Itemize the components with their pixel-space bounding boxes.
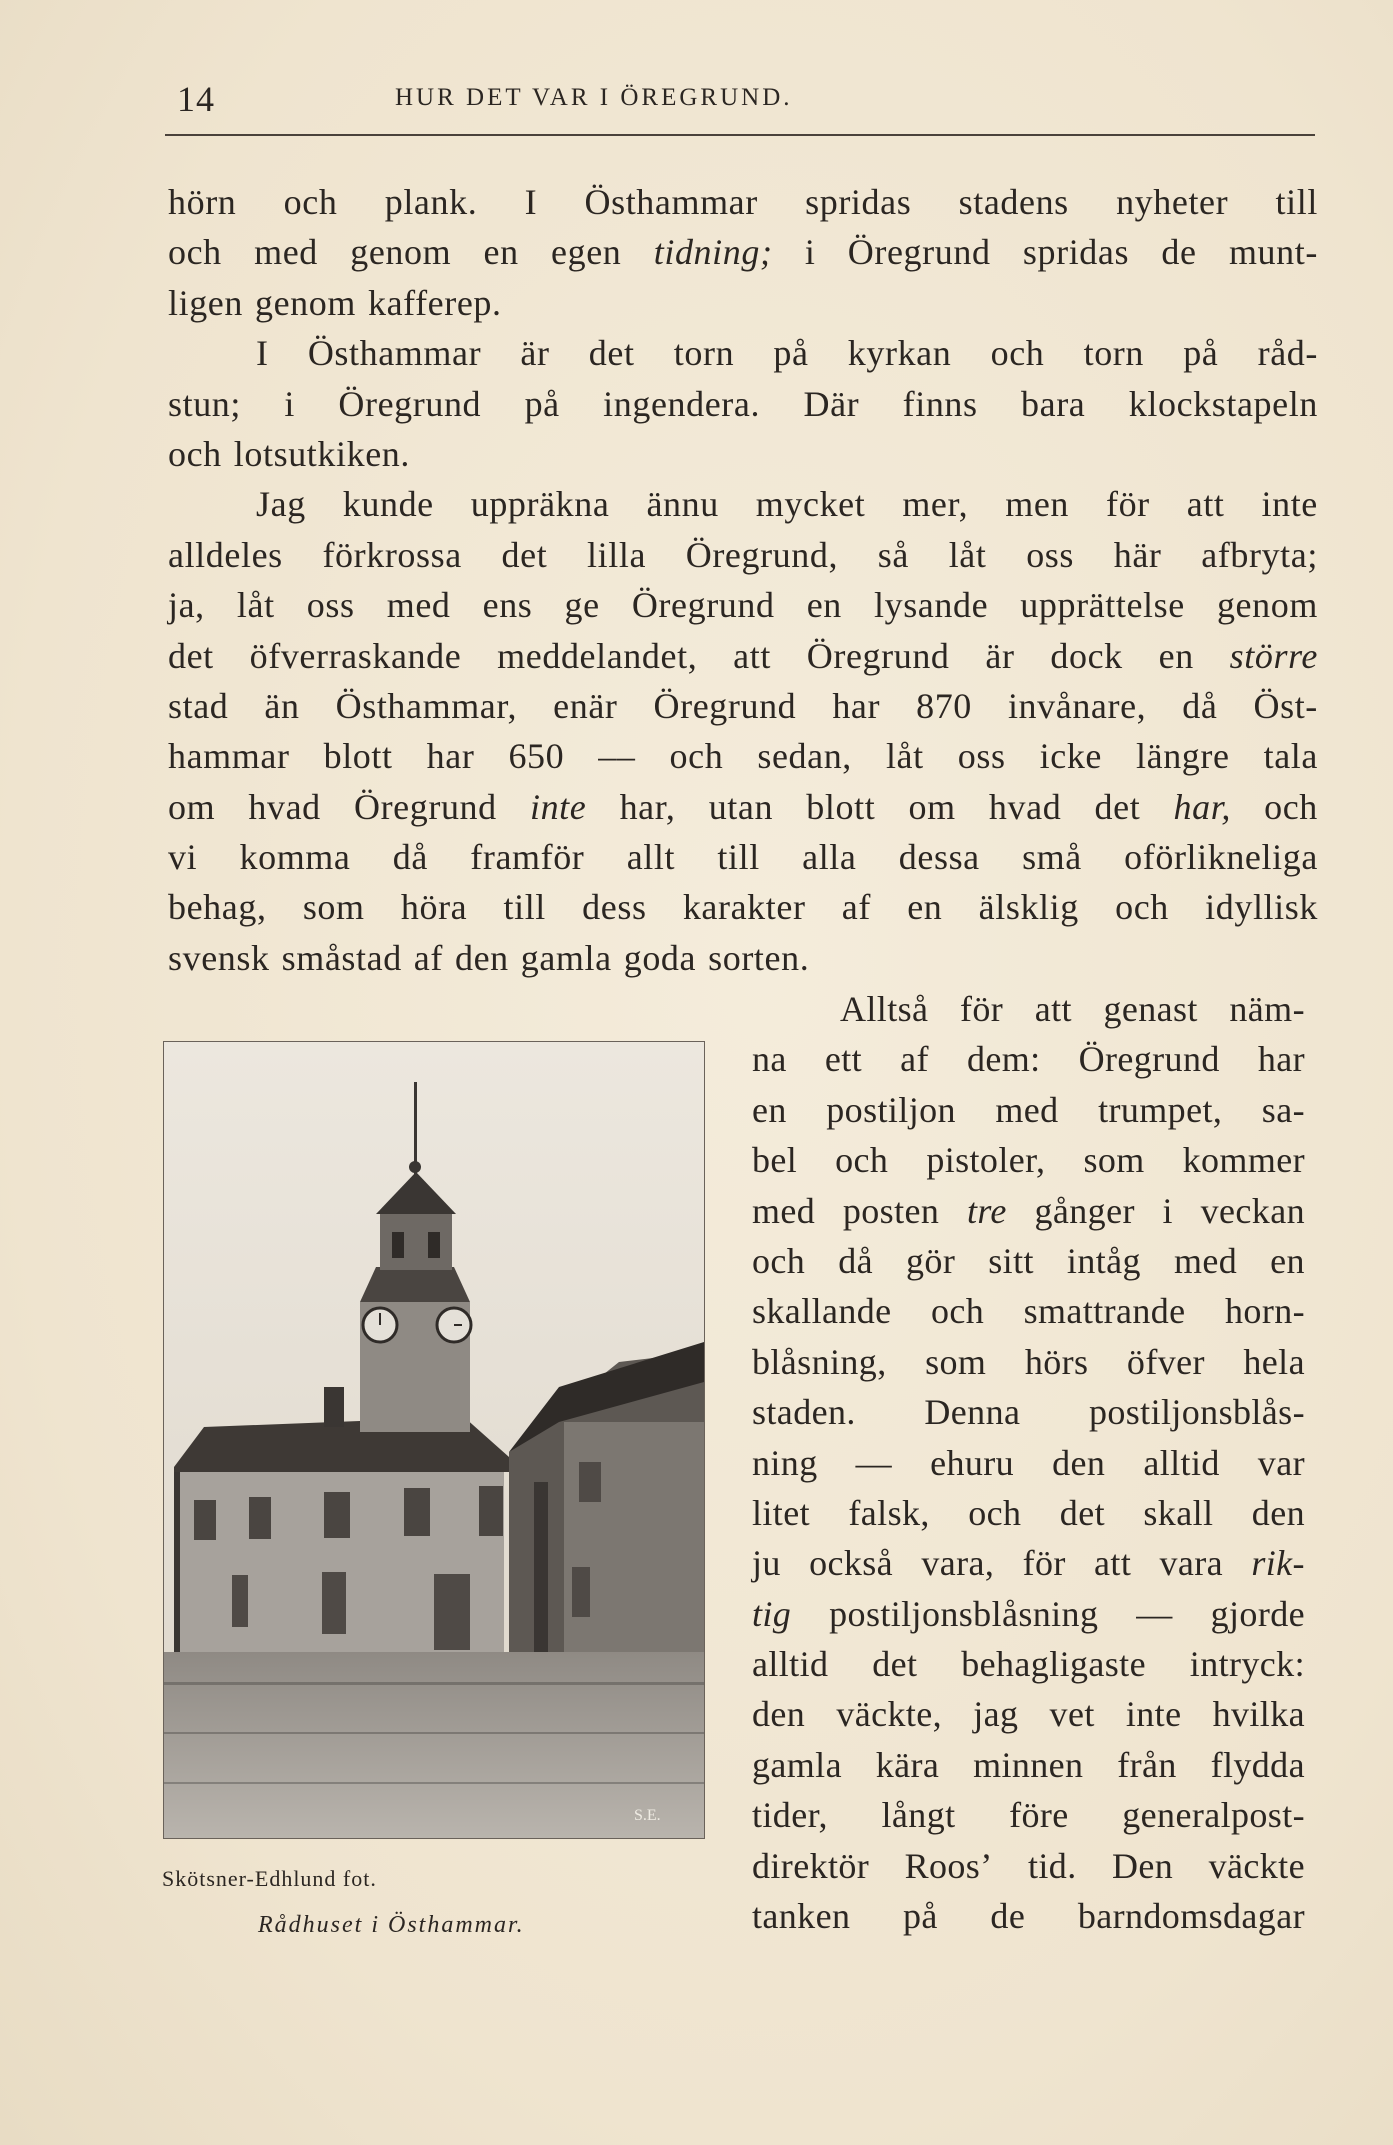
text-line: det öfverraskande meddelandet, att Öregrund är dock en större bbox=[168, 635, 1318, 676]
page-number: 14 bbox=[177, 79, 215, 119]
text-line: hammar blott har 650 –– och sedan, låt oss icke längre tala bbox=[168, 736, 1318, 777]
column-text bbox=[752, 984, 1305, 1941]
text-line: I Östhammar är det torn på kyrkan och torn på råd- bbox=[256, 333, 1318, 374]
text-line: alldeles förkrossa det lilla Öregrund, så låt oss här afbryta; bbox=[168, 534, 1318, 575]
text-line: bel och pistoler, som kommer bbox=[752, 1140, 1305, 1181]
text-line: behag, som höra till dess karakter af en älsklig och idyllisk bbox=[168, 887, 1318, 928]
text-line: litet falsk, och det skall den bbox=[752, 1492, 1305, 1533]
text-line: stun; i Öregrund på ingendera. Där finns bara klockstapeln bbox=[168, 383, 1318, 424]
text-line: gamla kära minnen från flydda bbox=[752, 1744, 1305, 1785]
text-line: tig postiljonsblåsning — gjorde bbox=[752, 1593, 1305, 1634]
header-rule bbox=[165, 134, 1315, 136]
text-line: tider, långt före generalpost- bbox=[752, 1795, 1305, 1836]
text-line: en postiljon med trumpet, sa- bbox=[752, 1089, 1305, 1130]
text-line: och då gör sitt intåg med en bbox=[752, 1240, 1305, 1281]
text-line: skallande och smattrande horn- bbox=[752, 1291, 1305, 1332]
text-line: Jag kunde uppräkna ännu mycket mer, men för att inte bbox=[256, 484, 1318, 525]
text-line: med posten tre gånger i veckan bbox=[752, 1190, 1305, 1231]
town-hall-illustration bbox=[164, 1042, 704, 1838]
text-line: tanken på de barndomsdagar bbox=[752, 1896, 1305, 1937]
text-line: om hvad Öregrund inte har, utan blott om hvad det har, och bbox=[168, 786, 1318, 827]
text-line: blåsning, som hörs öfver hela bbox=[752, 1341, 1305, 1382]
text-line: direktör Roos’ tid. Den väckte bbox=[752, 1845, 1305, 1886]
text-line: den väckte, jag vet inte hvilka bbox=[752, 1694, 1305, 1735]
text-line: ju också vara, för att vara rik- bbox=[752, 1543, 1305, 1584]
photo-caption: Rådhuset i Östhammar. bbox=[258, 1912, 525, 1938]
text-line: na ett af dem: Öregrund har bbox=[752, 1039, 1305, 1080]
town-hall-photograph bbox=[163, 1041, 705, 1839]
running-head: HUR DET VAR I ÖREGRUND. bbox=[395, 84, 793, 111]
page-header bbox=[165, 78, 1315, 118]
text-line: alltid det behagligaste intryck: bbox=[752, 1644, 1305, 1685]
text-line: och med genom en egen tidning; i Öregrund spridas de munt- bbox=[168, 232, 1318, 273]
photo-credit: Skötsner-Edhlund fot. bbox=[162, 1866, 377, 1891]
text-line: ja, låt oss med ens ge Öregrund en lysande upprättelse genom bbox=[168, 585, 1318, 626]
text-line: ligen genom kafferep. bbox=[168, 282, 502, 323]
text-line: ning — ehuru den alltid var bbox=[752, 1442, 1305, 1483]
svg-text:S.E.: S.E. bbox=[634, 1807, 661, 1824]
text-line: vi komma då framför allt till alla dessa små oförlikneliga bbox=[168, 837, 1318, 878]
text-line: hörn och plank. I Östhammar spridas stadens nyheter till bbox=[168, 182, 1318, 222]
body-text bbox=[168, 177, 1318, 983]
text-line: och lotsutkiken. bbox=[168, 433, 410, 474]
text-line: stad än Östhammar, enär Öregrund har 870 invånare, då Öst- bbox=[168, 685, 1318, 726]
text-line: Alltså för att genast näm- bbox=[840, 989, 1305, 1029]
text-line: staden. Denna postiljonsblås- bbox=[752, 1392, 1305, 1433]
text-line: svensk småstad af den gamla goda sorten. bbox=[168, 937, 810, 978]
